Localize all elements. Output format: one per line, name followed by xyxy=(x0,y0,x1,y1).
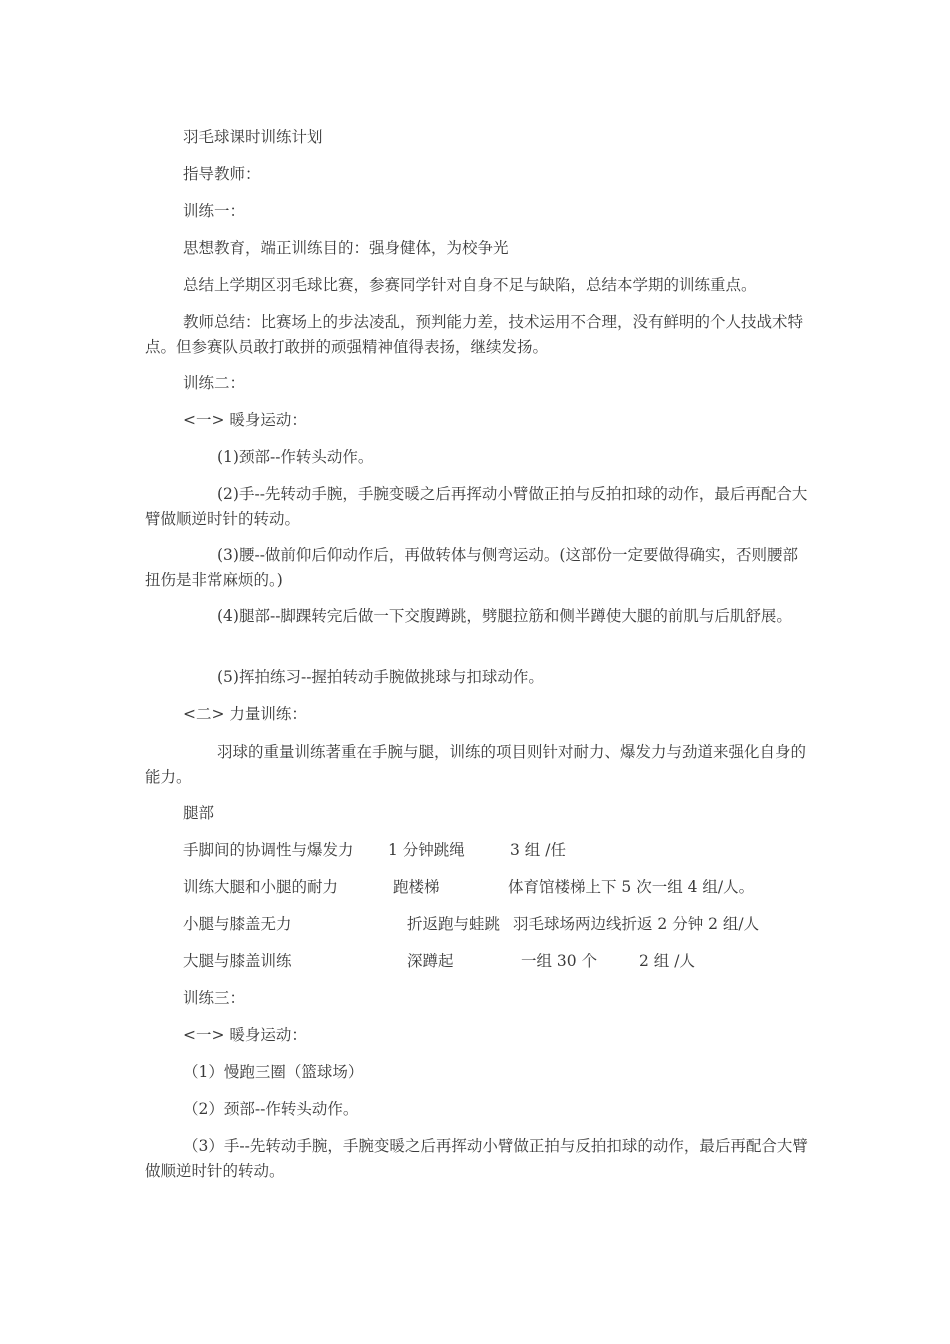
s2-warmup-item-3: (3)腰--做前仰后仰动作后，再做转体与侧弯运动。(这部份一定要做得确实，否则腰部扭伤是非常麻烦的。) xyxy=(145,546,798,589)
s3-warmup-item-1: （1）慢跑三圈（篮球场） xyxy=(183,1063,364,1081)
row-2-method: 跑楼梯 xyxy=(393,878,440,896)
s3-warmup-heading: <一> 暖身运动： xyxy=(183,1026,307,1044)
row-1-detail: 3 组 /任 xyxy=(510,841,566,859)
row-4-target: 大腿与膝盖训练 xyxy=(183,952,292,970)
s2-warmup-item-2: (2)手--先转动手腕，手腕变暖之后再挥动小臂做正拍与反拍扣球的动作，最后再配合大臂做顺逆时针的转动。 xyxy=(145,485,808,528)
section-1-heading: 训练一： xyxy=(183,202,246,220)
document-title: 羽毛球课时训练计划 xyxy=(183,128,323,146)
row-4-detail: 一组 30 个 xyxy=(521,952,598,970)
s1-paragraph-3: 教师总结：比赛场上的步法凌乱，预判能力差，技术运用不合理，没有鲜明的个人技战术特点。但参赛队员敢打敢拼的顽强精神值得表扬，继续发扬。 xyxy=(145,313,804,356)
s2-warmup-heading: <一> 暖身运动： xyxy=(183,411,307,429)
s3-warmup-item-3: （3）手--先转动手腕，手腕变暖之后再挥动小臂做正拍与反拍扣球的动作，最后再配合大臂做顺逆时针的转动。 xyxy=(145,1137,808,1180)
s2-strength-paragraph: 羽球的重量训练著重在手腕与腿，训练的项目则针对耐力、爆发力与劲道来强化自身的能力。 xyxy=(145,743,807,786)
row-1-method: 1 分钟跳绳 xyxy=(388,841,465,859)
row-3-detail: 羽毛球场两边线折返 2 分钟 2 组/人 xyxy=(513,915,760,933)
row-3-target: 小腿与膝盖无力 xyxy=(183,915,292,933)
s1-paragraph-1: 思想教育，端正训练目的：强身健体，为校争光 xyxy=(183,239,509,257)
s2-strength-heading: <二> 力量训练： xyxy=(183,705,307,723)
row-3-method: 折返跑与蛙跳 xyxy=(407,915,501,933)
legs-label: 腿部 xyxy=(183,804,215,822)
row-4-method: 深蹲起 xyxy=(407,952,454,970)
s2-warmup-item-5: (5)挥拍练习--握拍转动手腕做挑球与扣球动作。 xyxy=(217,668,544,686)
teacher-label: 指导教师： xyxy=(183,165,261,183)
s2-warmup-item-4: (4)腿部--脚踝转完后做一下交腹蹲跳，劈腿拉筋和侧半蹲使大腿的前肌与后肌舒展。 xyxy=(217,607,792,625)
section-2-heading: 训练二： xyxy=(183,374,246,392)
row-2-detail: 体育馆楼梯上下 5 次一组 4 组/人。 xyxy=(508,878,755,896)
section-3-heading: 训练三： xyxy=(183,989,246,1007)
row-2-target: 训练大腿和小腿的耐力 xyxy=(183,878,339,896)
s1-paragraph-2: 总结上学期区羽毛球比赛，参赛同学针对自身不足与缺陷，总结本学期的训练重点。 xyxy=(183,276,757,294)
row-1-target: 手脚间的协调性与爆发力 xyxy=(183,841,354,859)
s2-warmup-item-1: (1)颈部--作转头动作。 xyxy=(217,448,374,466)
s3-warmup-item-2: （2）颈部--作转头动作。 xyxy=(183,1100,359,1118)
row-4-sets: 2 组 /人 xyxy=(639,952,695,970)
